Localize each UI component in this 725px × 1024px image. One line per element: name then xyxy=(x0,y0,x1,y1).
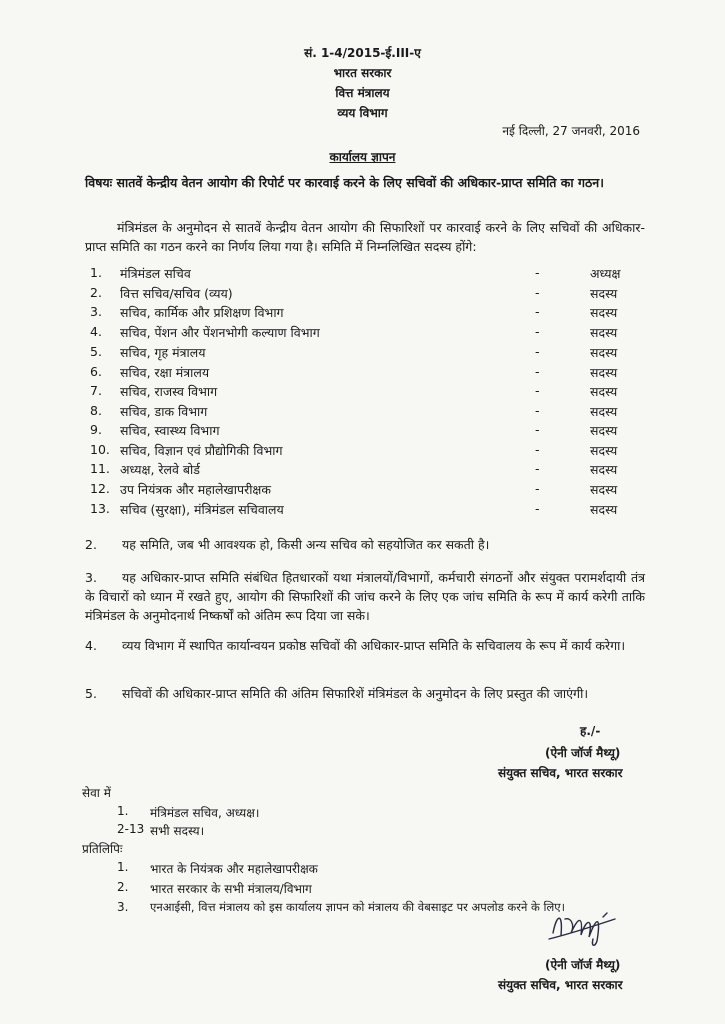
to-item-text: सभी सदस्य। xyxy=(150,824,205,838)
paragraph-3 xyxy=(85,568,645,625)
paragraph-5 xyxy=(85,684,645,703)
copy-item-number: 2. xyxy=(117,880,129,894)
member-number: 9. xyxy=(90,422,102,437)
list-item xyxy=(85,383,645,402)
member-role: सदस्य xyxy=(590,384,618,399)
government-name: भारत सरकार xyxy=(333,66,392,80)
signed-mark: ह./- xyxy=(580,724,601,738)
member-role: सदस्य xyxy=(590,443,618,458)
list-item xyxy=(85,285,645,304)
paragraph-text: सचिवों की अधिकार-प्राप्त समिति की अंतिम सिफारिशें मंत्रिमंडल के अनुमोदन के लिए प्रस्तुत की जाएंगी। xyxy=(122,686,589,701)
member-dash: - xyxy=(535,422,540,437)
paragraph-text: यह अधिकार-प्राप्त समिति संबंधित हितधारकों यथा मंत्रालयों/विभागों, कर्मचारी संगठनों और संयुक्त परामर्शदायी तंत्र के विचारों को ध्यान में रखते हुए, आयोग की सिफारिशों की जांच करने के लिए एक जांच समिति के रूप में कार्य करेगी ताकि मंत्रिमंडल के अनुमोदनार्थ निष्कर्षों को अंतिम रूप दिया जा सके। xyxy=(85,570,645,623)
list-item xyxy=(85,403,645,422)
member-number: 11. xyxy=(90,461,110,476)
member-number: 1. xyxy=(90,265,102,280)
handwritten-signature xyxy=(545,905,625,950)
copy-to-label: प्रतिलिपिः xyxy=(82,842,123,856)
list-item xyxy=(85,501,645,520)
copy-item-text: भारत के नियंत्रक और महालेखापरीक्षक xyxy=(150,862,318,876)
member-role: सदस्य xyxy=(590,423,618,438)
member-role: सदस्य xyxy=(590,462,618,477)
paragraph-number: 5. xyxy=(85,686,97,701)
member-number: 2. xyxy=(90,285,102,300)
list-item xyxy=(85,442,645,461)
document-type: कार्यालय ज्ञापन xyxy=(329,150,396,164)
member-role: सदस्य xyxy=(590,345,618,360)
member-name: सचिव, रक्षा मंत्रालय xyxy=(120,365,210,380)
to-item-number: 2-13 xyxy=(117,822,145,836)
member-role: सदस्य xyxy=(590,502,618,517)
member-number: 7. xyxy=(90,383,102,398)
member-number: 4. xyxy=(90,324,102,339)
paragraph-text: व्यय विभाग में स्थापित कार्यान्वयन प्रकोष्ठ सचिवों की अधिकार-प्राप्त समिति के सचिवालय के रूप में कार्य करेगा। xyxy=(122,638,626,653)
member-dash: - xyxy=(535,344,540,359)
member-name: उप नियंत्रक और महालेखापरीक्षक xyxy=(120,482,271,497)
list-item xyxy=(85,461,645,480)
member-name: सचिव, विज्ञान एवं प्रौद्योगिकी विभाग xyxy=(120,443,283,458)
place-date: नई दिल्ली, 27 जनवरी, 2016 xyxy=(502,124,640,138)
member-number: 10. xyxy=(90,442,110,457)
to-label: सेवा में xyxy=(82,786,111,800)
paragraph-number: 3. xyxy=(85,570,97,585)
list-item xyxy=(85,364,645,383)
member-dash: - xyxy=(535,265,540,280)
list-item xyxy=(85,324,645,343)
copy-item-text: भारत सरकार के सभी मंत्रालय/विभाग xyxy=(150,882,312,896)
list-item xyxy=(85,344,645,363)
member-dash: - xyxy=(535,383,540,398)
signatory-name-2: (ऐनी जॉर्ज मैथ्यू) xyxy=(545,958,621,972)
member-number: 6. xyxy=(90,364,102,379)
member-dash: - xyxy=(535,481,540,496)
intro-paragraph: मंत्रिमंडल के अनुमोदन से सातवें केन्द्रीय वेतन आयोग की सिफारिशों पर कारवाई करने के लिए सचिवों की अधिकार-प्राप्त समिति का गठन करने का निर्णय लिया गया है। समिति में निम्नलिखित सदस्य होंगे: xyxy=(85,220,645,254)
member-name: सचिव, राजस्व विभाग xyxy=(120,384,218,399)
list-item xyxy=(85,481,645,500)
member-name: मंत्रिमंडल सचिव xyxy=(120,266,191,281)
member-number: 12. xyxy=(90,481,110,496)
member-role: सदस्य xyxy=(590,404,618,419)
to-item-text: मंत्रिमंडल सचिव, अध्यक्ष। xyxy=(150,806,260,820)
member-dash: - xyxy=(535,403,540,418)
member-dash: - xyxy=(535,285,540,300)
member-dash: - xyxy=(535,501,540,516)
copy-item-number: 3. xyxy=(117,900,129,914)
ministry-name: वित्त मंत्रालय xyxy=(335,86,390,100)
member-name: सचिव, पेंशन और पेंशनभोगी कल्याण विभाग xyxy=(120,325,320,340)
to-item-number: 1. xyxy=(117,804,129,818)
member-name: सचिव, गृह मंत्रालय xyxy=(120,345,206,360)
member-dash: - xyxy=(535,304,540,319)
member-number: 13. xyxy=(90,501,110,516)
paragraph-2 xyxy=(85,535,645,554)
member-number: 8. xyxy=(90,403,102,418)
member-dash: - xyxy=(535,324,540,339)
paragraph-4 xyxy=(85,636,645,655)
paragraph-number: 2. xyxy=(85,537,97,552)
member-name: सचिव (सुरक्षा), मंत्रिमंडल सचिवालय xyxy=(120,502,284,517)
member-name: सचिव, स्वास्थ्य विभाग xyxy=(120,423,220,438)
member-number: 5. xyxy=(90,344,102,359)
member-role: सदस्य xyxy=(590,286,618,301)
member-role: सदस्य xyxy=(590,305,618,320)
member-role: सदस्य xyxy=(590,482,618,497)
member-role: अध्यक्ष xyxy=(590,266,621,281)
member-name: सचिव, कार्मिक और प्रशिक्षण विभाग xyxy=(120,305,284,320)
copy-item-number: 1. xyxy=(117,860,129,874)
member-role: सदस्य xyxy=(590,365,618,380)
paragraph-text: यह समिति, जब भी आवश्यक हो, किसी अन्य सचिव को सहयोजित कर सकती है। xyxy=(122,537,490,552)
reference-number: सं. 1-4/2015-ई.III-ए xyxy=(304,46,421,60)
list-item xyxy=(85,265,645,284)
list-item xyxy=(85,304,645,323)
member-number: 3. xyxy=(90,304,102,319)
signatory-designation-2: संयुक्त सचिव, भारत सरकार xyxy=(498,978,623,992)
signatory-name: (ऐनी जॉर्ज मैथ्यू) xyxy=(545,746,621,760)
member-name: अध्यक्ष, रेलवे बोर्ड xyxy=(120,462,200,477)
signatory-designation: संयुक्त सचिव, भारत सरकार xyxy=(498,766,623,780)
member-dash: - xyxy=(535,442,540,457)
member-dash: - xyxy=(535,364,540,379)
member-name: सचिव, डाक विभाग xyxy=(120,404,208,419)
member-name: वित्त सचिव/सचिव (व्यय) xyxy=(120,286,233,301)
member-dash: - xyxy=(535,461,540,476)
subject-line: विषयः सातवें केन्द्रीय वेतन आयोग की रिपोर्ट पर कारवाई करने के लिए सचिवों की अधिकार-प्राप्त समिति का गठन। xyxy=(85,175,604,190)
list-item xyxy=(85,422,645,441)
department-name: व्यय विभाग xyxy=(337,106,388,120)
member-role: सदस्य xyxy=(590,325,618,340)
paragraph-number: 4. xyxy=(85,638,97,653)
copy-item-text: एनआईसी, वित्त मंत्रालय को इस कार्यालय ज्ञापन को मंत्रालय की वेबसाइट पर अपलोड करने के लिए। xyxy=(150,900,565,914)
